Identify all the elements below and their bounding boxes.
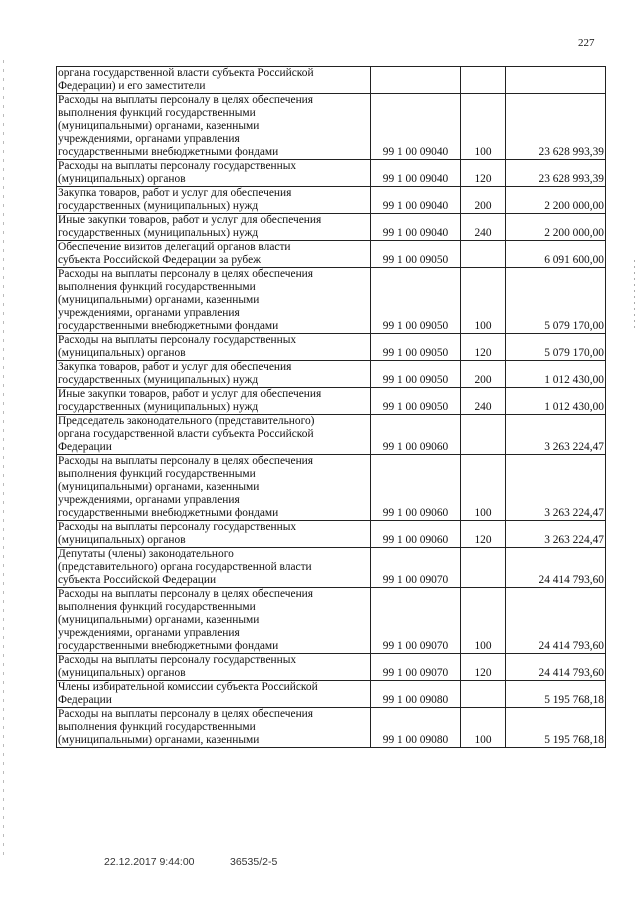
- row-amount-cell: 5 079 170,00: [506, 334, 606, 361]
- table-row: [57, 94, 606, 160]
- row-code-cell: 99 1 00 09050: [371, 361, 461, 388]
- row-name-cell: Расходы на выплаты персоналу в целях обеспечения выполнения функций государственными (муниципальными) органами, казенными: [57, 708, 371, 748]
- row-code-cell: 99 1 00 09070: [371, 654, 461, 681]
- row-name-cell: Депутаты (члены) законодательного (представительного) органа государственной власти субъекта Российской Федерации: [57, 548, 371, 588]
- row-code-cell: 99 1 00 09040: [371, 160, 461, 187]
- row-type-cell: 100: [461, 708, 506, 748]
- table-row: [57, 548, 606, 588]
- footer-datetime: 22.12.2017 9:44:00: [104, 856, 195, 868]
- row-type-cell: 200: [461, 187, 506, 214]
- row-code-cell: 99 1 00 09050: [371, 388, 461, 415]
- row-amount-cell: 23 628 993,39: [506, 160, 606, 187]
- row-code-cell: 99 1 00 09060: [371, 521, 461, 548]
- row-type-cell: [461, 415, 506, 455]
- row-code-cell: 99 1 00 09070: [371, 588, 461, 654]
- table-row: [57, 241, 606, 268]
- row-name-cell: Расходы на выплаты персоналу в целях обеспечения выполнения функций государственными (муниципальными) органами, казенными учреждениями, органами управления государственными внебюджетными фондами: [57, 268, 371, 334]
- budget-table-body: [57, 67, 606, 748]
- table-row: [57, 160, 606, 187]
- row-name-cell: Обеспечение визитов делегаций органов власти субъекта Российской Федерации за рубеж: [57, 241, 371, 268]
- row-type-cell: 120: [461, 654, 506, 681]
- row-name-cell: Председатель законодательного (представительного) органа государственной власти субъекта Российской Федерации: [57, 415, 371, 455]
- table-row: [57, 334, 606, 361]
- row-code-cell: 99 1 00 09070: [371, 548, 461, 588]
- row-code-cell: 99 1 00 09080: [371, 681, 461, 708]
- row-amount-cell: [506, 67, 606, 94]
- table-row: [57, 455, 606, 521]
- row-type-cell: [461, 67, 506, 94]
- row-code-cell: 99 1 00 09050: [371, 334, 461, 361]
- table-row: [57, 521, 606, 548]
- row-type-cell: 100: [461, 588, 506, 654]
- row-code-cell: 99 1 00 09050: [371, 268, 461, 334]
- table-row: [57, 588, 606, 654]
- row-type-cell: 120: [461, 334, 506, 361]
- row-amount-cell: 6 091 600,00: [506, 241, 606, 268]
- row-amount-cell: 24 414 793,60: [506, 548, 606, 588]
- row-name-cell: Расходы на выплаты персоналу в целях обеспечения выполнения функций государственными (муниципальными) органами, казенными учреждениями, органами управления государственными внебюджетными фондами: [57, 588, 371, 654]
- row-name-cell: Расходы на выплаты персоналу государственных (муниципальных) органов: [57, 334, 371, 361]
- row-type-cell: [461, 548, 506, 588]
- row-type-cell: 240: [461, 388, 506, 415]
- row-amount-cell: 2 200 000,00: [506, 214, 606, 241]
- row-type-cell: 100: [461, 94, 506, 160]
- row-type-cell: 120: [461, 521, 506, 548]
- row-amount-cell: 24 414 793,60: [506, 588, 606, 654]
- table-row: [57, 654, 606, 681]
- row-name-cell: Расходы на выплаты персоналу государственных (муниципальных) органов: [57, 654, 371, 681]
- row-code-cell: 99 1 00 09040: [371, 187, 461, 214]
- row-code-cell: [371, 67, 461, 94]
- row-amount-cell: 24 414 793,60: [506, 654, 606, 681]
- scan-edge-mark-right: [634, 260, 635, 330]
- row-amount-cell: 5 195 768,18: [506, 708, 606, 748]
- row-code-cell: 99 1 00 09060: [371, 415, 461, 455]
- row-name-cell: Расходы на выплаты персоналу государственных (муниципальных) органов: [57, 160, 371, 187]
- row-name-cell: Расходы на выплаты персоналу в целях обеспечения выполнения функций государственными (муниципальными) органами, казенными учреждениями, органами управления государственными внебюджетными фондами: [57, 94, 371, 160]
- row-code-cell: 99 1 00 09060: [371, 455, 461, 521]
- row-name-cell: Закупка товаров, работ и услуг для обеспечения государственных (муниципальных) нужд: [57, 187, 371, 214]
- row-amount-cell: 3 263 224,47: [506, 455, 606, 521]
- table-row: [57, 708, 606, 748]
- page-number: 227: [578, 37, 595, 49]
- row-name-cell: Закупка товаров, работ и услуг для обеспечения государственных (муниципальных) нужд: [57, 361, 371, 388]
- row-type-cell: 100: [461, 455, 506, 521]
- row-amount-cell: 23 628 993,39: [506, 94, 606, 160]
- row-code-cell: 99 1 00 09040: [371, 94, 461, 160]
- row-name-cell: органа государственной власти субъекта Российской Федерации) и его заместители: [57, 67, 371, 94]
- row-name-cell: Расходы на выплаты персоналу в целях обеспечения выполнения функций государственными (муниципальными) органами, казенными учреждениями, органами управления государственными внебюджетными фондами: [57, 455, 371, 521]
- row-code-cell: 99 1 00 09050: [371, 241, 461, 268]
- row-code-cell: 99 1 00 09080: [371, 708, 461, 748]
- table-row: [57, 361, 606, 388]
- row-type-cell: [461, 241, 506, 268]
- row-name-cell: Иные закупки товаров, работ и услуг для обеспечения государственных (муниципальных) нужд: [57, 388, 371, 415]
- budget-table: [56, 66, 606, 748]
- row-amount-cell: 5 195 768,18: [506, 681, 606, 708]
- table-row: [57, 388, 606, 415]
- row-amount-cell: 3 263 224,47: [506, 521, 606, 548]
- row-amount-cell: 1 012 430,00: [506, 361, 606, 388]
- table-row: [57, 681, 606, 708]
- row-type-cell: 240: [461, 214, 506, 241]
- table-row: [57, 268, 606, 334]
- footer-doc-id: 36535/2-5: [230, 856, 278, 868]
- row-amount-cell: 3 263 224,47: [506, 415, 606, 455]
- row-amount-cell: 1 012 430,00: [506, 388, 606, 415]
- row-amount-cell: 2 200 000,00: [506, 187, 606, 214]
- row-type-cell: 100: [461, 268, 506, 334]
- row-code-cell: 99 1 00 09040: [371, 214, 461, 241]
- scan-edge-mark-left: [3, 60, 4, 860]
- row-name-cell: Члены избирательной комиссии субъекта Российской Федерации: [57, 681, 371, 708]
- table-row: [57, 187, 606, 214]
- table-row: [57, 415, 606, 455]
- row-name-cell: Иные закупки товаров, работ и услуг для обеспечения государственных (муниципальных) нужд: [57, 214, 371, 241]
- row-type-cell: 200: [461, 361, 506, 388]
- table-row: [57, 214, 606, 241]
- row-name-cell: Расходы на выплаты персоналу государственных (муниципальных) органов: [57, 521, 371, 548]
- row-amount-cell: 5 079 170,00: [506, 268, 606, 334]
- row-type-cell: [461, 681, 506, 708]
- table-row: [57, 67, 606, 94]
- row-type-cell: 120: [461, 160, 506, 187]
